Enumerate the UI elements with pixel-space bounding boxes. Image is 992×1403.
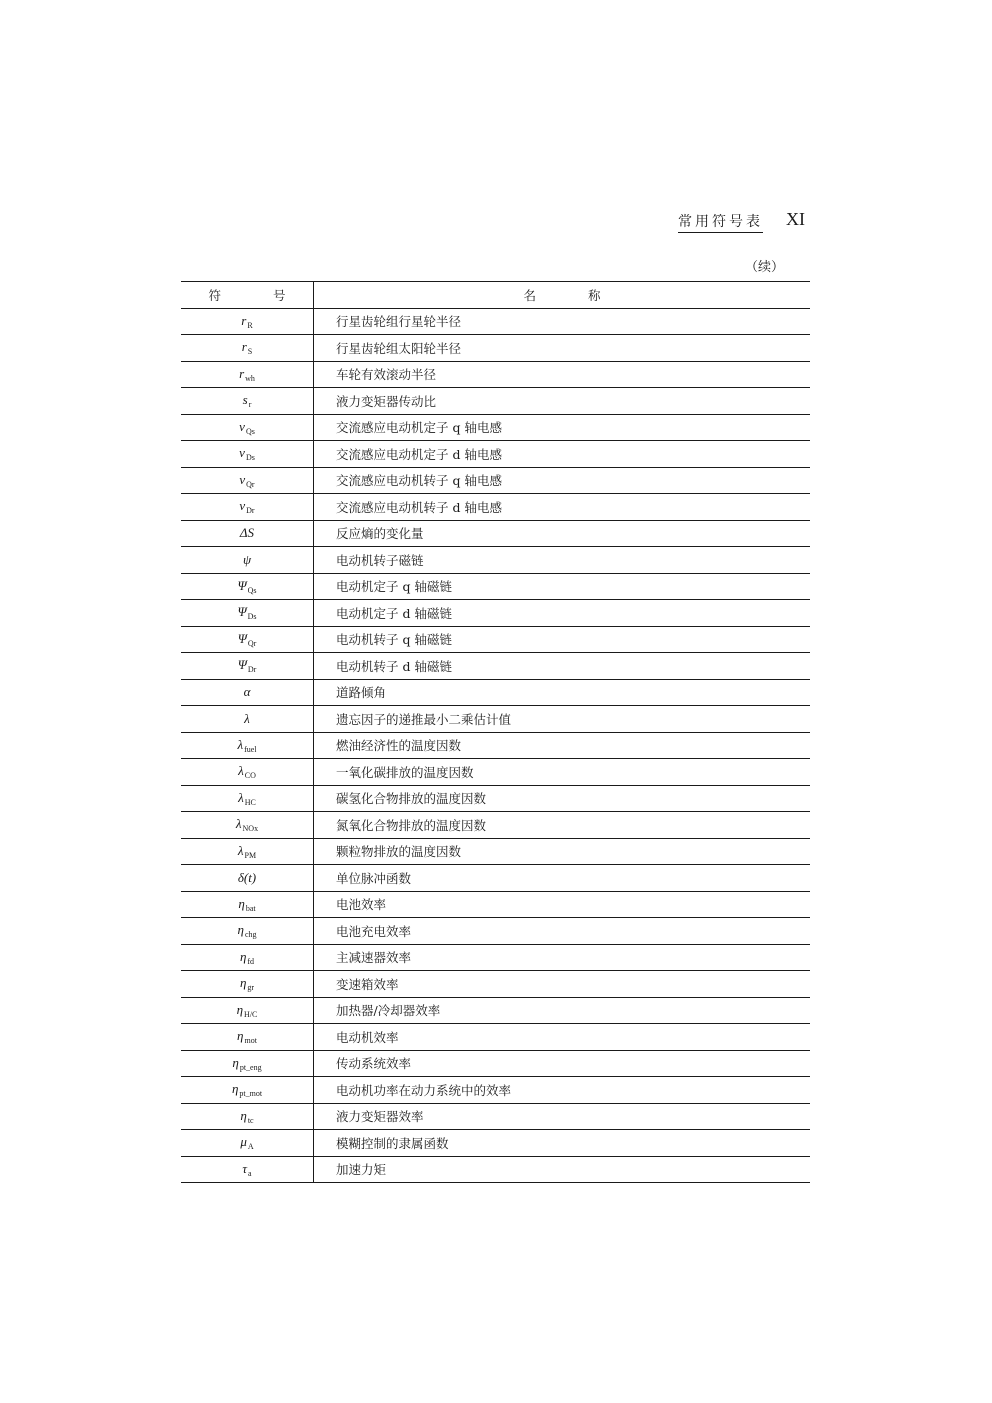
symbol-subscript: Qs xyxy=(247,585,257,595)
name-cell: 单位脉冲函数 xyxy=(314,865,811,892)
table-row xyxy=(181,918,810,945)
name-cell: 一氧化碳排放的温度因数 xyxy=(314,759,811,786)
symbol-subscript: Qs xyxy=(245,426,255,436)
name-cell: 电动机转子 q 轴磁链 xyxy=(314,626,811,653)
symbol-base: Ψ xyxy=(237,604,247,620)
symbol-base: α xyxy=(243,684,251,700)
name-cell: 电动机转子 d 轴磁链 xyxy=(314,653,811,680)
symbol-base: η xyxy=(232,1054,239,1070)
symbol xyxy=(241,313,252,328)
symbol xyxy=(232,1055,261,1070)
symbol-cell xyxy=(181,679,314,706)
table-row xyxy=(181,1130,810,1157)
table-row xyxy=(181,388,810,415)
name-cell: 氮氧化合物排放的温度因数 xyxy=(314,812,811,839)
name-cell: 传动系统效率 xyxy=(314,1050,811,1077)
symbol-cell xyxy=(181,626,314,653)
symbol-base: η xyxy=(237,1028,244,1044)
table-header-row xyxy=(181,282,810,309)
symbol-base: λ xyxy=(238,789,244,805)
table-row xyxy=(181,600,810,627)
table-row xyxy=(181,494,810,521)
symbol-base: δ(t) xyxy=(237,869,257,885)
table-row xyxy=(181,1024,810,1051)
symbol-cell xyxy=(181,759,314,786)
table-row xyxy=(181,732,810,759)
symbol xyxy=(239,975,255,993)
symbol xyxy=(237,657,257,675)
name-cell: 车轮有效滚动半径 xyxy=(314,361,811,388)
symbol-subscript: R xyxy=(247,320,253,330)
symbol-base: η xyxy=(236,1001,244,1017)
symbol-base: η xyxy=(240,1107,247,1123)
symbol-cell xyxy=(181,547,314,574)
table-row xyxy=(181,971,810,998)
symbol-subscript: Qr xyxy=(247,638,257,648)
name-cell: 电池效率 xyxy=(314,891,811,918)
symbol xyxy=(235,816,259,834)
table-row xyxy=(181,1050,810,1077)
symbol-subscript: fuel xyxy=(244,744,257,754)
table-row xyxy=(181,653,810,680)
symbol-base: λ xyxy=(238,763,244,779)
symbol-cell xyxy=(181,467,314,494)
table-row xyxy=(181,520,810,547)
name-cell: 液力变矩器传动比 xyxy=(314,388,811,415)
symbol-cell xyxy=(181,520,314,547)
name-cell: 行星齿轮组太阳轮半径 xyxy=(314,335,811,362)
symbol-cell xyxy=(181,1103,314,1130)
table-row xyxy=(181,997,810,1024)
symbol xyxy=(237,1002,258,1017)
symbol-subscript: chg xyxy=(244,930,257,940)
symbol xyxy=(238,763,256,781)
symbol-cell xyxy=(181,414,314,441)
symbol-base: r xyxy=(241,339,247,355)
symbol-subscript: wh xyxy=(245,373,255,383)
name-cell: 电动机定子 d 轴磁链 xyxy=(314,600,811,627)
symbol-subscript: PM xyxy=(244,850,257,860)
symbol-base: ψ xyxy=(242,551,252,567)
symbol-base: τ xyxy=(242,1160,248,1176)
symbol xyxy=(242,392,252,410)
table-row xyxy=(181,944,810,971)
name-cell: 液力变矩器效率 xyxy=(314,1103,811,1130)
name-cell: 交流感应电动机转子 q 轴电感 xyxy=(314,467,811,494)
symbol-cell xyxy=(181,706,314,733)
symbol-cell xyxy=(181,785,314,812)
symbol-base: s xyxy=(242,392,248,408)
name-cell: 燃油经济性的温度因数 xyxy=(314,732,811,759)
symbol-subscript: S xyxy=(247,347,253,357)
symbol-cell xyxy=(181,1077,314,1104)
table-row xyxy=(181,361,810,388)
table-row xyxy=(181,467,810,494)
symbol-cell xyxy=(181,1024,314,1051)
name-cell: 行星齿轮组行星轮半径 xyxy=(314,308,811,335)
symbol xyxy=(237,578,256,593)
symbol xyxy=(243,552,251,567)
name-cell: 遗忘因子的递推最小二乘估计值 xyxy=(314,706,811,733)
symbol xyxy=(238,843,256,858)
symbol-subscript: H/C xyxy=(244,1009,258,1019)
symbol-cell xyxy=(181,335,314,362)
symbol-cell xyxy=(181,891,314,918)
table-row xyxy=(181,308,810,335)
name-cell: 电动机转子磁链 xyxy=(314,547,811,574)
symbol xyxy=(231,1081,263,1099)
symbol-cell xyxy=(181,494,314,521)
table-row xyxy=(181,865,810,892)
symbol-cell xyxy=(181,388,314,415)
name-cell: 交流感应电动机定子 d 轴电感 xyxy=(314,441,811,468)
symbol-cell xyxy=(181,308,314,335)
symbol-subscript: tc xyxy=(247,1115,254,1125)
symbol-cell xyxy=(181,1050,314,1077)
table-row xyxy=(181,547,810,574)
symbol-cell xyxy=(181,573,314,600)
name-cell: 主减速器效率 xyxy=(314,944,811,971)
column-header-name: 名 称 xyxy=(314,282,811,309)
symbol xyxy=(237,1028,257,1046)
symbol-cell xyxy=(181,971,314,998)
symbol xyxy=(237,604,257,622)
symbol-subscript: r xyxy=(248,400,252,410)
symbol xyxy=(242,1161,251,1176)
symbol-subscript: Ds xyxy=(245,453,255,463)
table-row xyxy=(181,891,810,918)
table-row xyxy=(181,1103,810,1130)
symbol-subscript: Dr xyxy=(246,506,255,516)
table-row xyxy=(181,1077,810,1104)
symbol-base: v xyxy=(239,445,245,461)
symbol-base: η xyxy=(231,1081,239,1097)
symbol xyxy=(238,896,255,911)
symbol xyxy=(244,711,250,726)
symbol xyxy=(244,684,251,699)
symbol-subscript: Dr xyxy=(247,665,257,675)
symbol-base: r xyxy=(239,365,245,381)
symbol-base: v xyxy=(239,418,245,434)
symbol xyxy=(240,1134,254,1152)
table-row xyxy=(181,706,810,733)
symbol-base: r xyxy=(241,312,247,328)
name-cell: 交流感应电动机定子 q 轴电感 xyxy=(314,414,811,441)
symbol-base: λ xyxy=(237,736,244,752)
symbol xyxy=(238,870,256,885)
symbol-cell xyxy=(181,732,314,759)
symbol-cell xyxy=(181,944,314,971)
symbol-cell xyxy=(181,812,314,839)
column-header-symbol: 符 号 xyxy=(181,282,314,309)
symbol-base: Ψ xyxy=(237,577,247,593)
symbol xyxy=(239,445,255,463)
name-cell: 电动机定子 q 轴磁链 xyxy=(314,573,811,600)
symbol-subscript: Qr xyxy=(246,479,255,489)
symbol-cell xyxy=(181,600,314,627)
symbol-subscript: CO xyxy=(244,771,256,781)
symbol-subscript: pt_eng xyxy=(239,1062,262,1072)
symbol xyxy=(240,525,254,540)
symbol-cell xyxy=(181,441,314,468)
symbol-subscript: pt_mot xyxy=(239,1089,263,1099)
symbol-cell xyxy=(181,918,314,945)
table-row xyxy=(181,626,810,653)
symbol-base: ΔS xyxy=(239,525,255,541)
name-cell: 加速力矩 xyxy=(336,1162,387,1178)
symbol-cell xyxy=(181,1130,314,1157)
symbol xyxy=(237,922,257,940)
symbol-base: η xyxy=(239,948,247,964)
symbol-base: λ xyxy=(235,816,242,832)
name-cell: 道路倾角 xyxy=(314,679,811,706)
symbol-cell xyxy=(181,838,314,865)
symbol-subscript: a xyxy=(248,1168,252,1178)
symbol xyxy=(238,631,257,646)
section-title: 常用符号表 xyxy=(678,211,763,233)
symbol-base: η xyxy=(239,975,247,991)
symbol-base: v xyxy=(239,498,246,514)
symbol-subscript: gr xyxy=(247,983,255,993)
continued-label: （续） xyxy=(745,260,785,275)
symbol-subscript: Ds xyxy=(247,612,257,622)
symbol-subscript: mot xyxy=(244,1036,257,1046)
symbol xyxy=(239,472,254,487)
symbol-table xyxy=(181,281,810,1183)
name-cell: 加热器/冷却器效率 xyxy=(314,997,811,1024)
table-row xyxy=(181,679,810,706)
table-row xyxy=(181,441,810,468)
table-row xyxy=(181,1156,810,1183)
symbol-base: Ψ xyxy=(237,657,247,673)
name-cell: 模糊控制的隶属函数 xyxy=(314,1130,811,1157)
symbol-cell xyxy=(181,653,314,680)
name-cell: 变速箱效率 xyxy=(314,971,811,998)
symbol-cell xyxy=(181,1156,314,1183)
symbol-subscript: fd xyxy=(247,956,255,966)
symbol-subscript: A xyxy=(247,1142,254,1152)
symbol-cell xyxy=(181,997,314,1024)
table-row xyxy=(181,759,810,786)
symbol xyxy=(240,949,254,964)
table-body xyxy=(181,308,810,1183)
name-cell: 电动机功率在动力系统中的效率 xyxy=(314,1077,811,1104)
table-row xyxy=(181,414,810,441)
symbol-cell xyxy=(181,361,314,388)
table-row xyxy=(181,838,810,865)
symbol-subscript: bat xyxy=(245,903,256,913)
table-row xyxy=(181,812,810,839)
table-row xyxy=(181,335,810,362)
symbol-base: v xyxy=(239,471,246,487)
name-cell: 颗粒物排放的温度因数 xyxy=(314,838,811,865)
name-cell: 电池充电效率 xyxy=(314,918,811,945)
symbol-base: λ xyxy=(237,842,244,858)
symbol-base: Ψ xyxy=(237,630,247,646)
symbol-base: μ xyxy=(240,1134,247,1150)
symbol xyxy=(239,419,255,434)
name-cell: 反应熵的变化量 xyxy=(314,520,811,547)
name-cell: 交流感应电动机转子 d 轴电感 xyxy=(314,494,811,521)
table-row xyxy=(181,573,810,600)
symbol xyxy=(237,737,256,752)
page-number: XI xyxy=(786,209,805,229)
symbol xyxy=(239,366,255,381)
table-row xyxy=(181,785,810,812)
symbol-subscript: HC xyxy=(244,797,256,807)
symbol-base: λ xyxy=(244,710,250,726)
symbol xyxy=(240,1108,253,1123)
symbol xyxy=(241,339,253,357)
running-head xyxy=(678,207,804,233)
name-cell: 电动机效率 xyxy=(314,1024,811,1051)
name-cell: 碳氢化合物排放的温度因数 xyxy=(314,785,811,812)
symbol-base: η xyxy=(237,922,244,938)
symbol xyxy=(238,790,256,805)
symbol-base: η xyxy=(238,895,245,911)
symbol-cell xyxy=(181,865,314,892)
symbol xyxy=(239,498,255,516)
symbol-subscript: NOx xyxy=(242,824,259,834)
